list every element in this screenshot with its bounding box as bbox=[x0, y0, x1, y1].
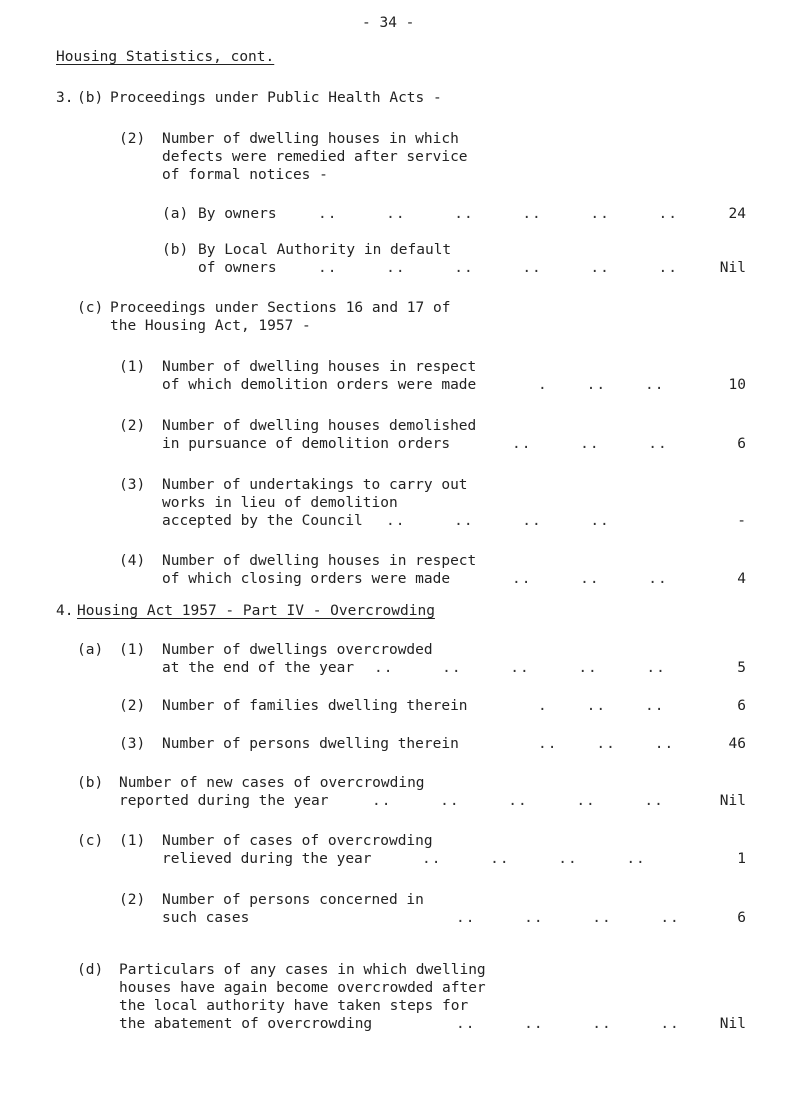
s4c-label: (c) bbox=[77, 833, 104, 849]
leader-dots: .. .. .. .. bbox=[422, 851, 646, 867]
s4a-3-value: 46 bbox=[728, 736, 746, 752]
s3c-4-line1: Number of dwelling houses in respect bbox=[162, 553, 477, 569]
leader-dots: .. .. .. .. .. .. bbox=[318, 260, 679, 276]
s3b-2b-label: (b) bbox=[162, 242, 189, 258]
leader-dots: .. .. .. .. .. bbox=[374, 660, 666, 676]
s3c-2-line2: in pursuance of demolition orders bbox=[162, 436, 451, 452]
s4c-2-value: 6 bbox=[737, 910, 746, 926]
s3c-3-line1: Number of undertakings to carry out bbox=[162, 477, 468, 493]
s4d-label: (d) bbox=[77, 962, 104, 978]
s3b-2-label: (2) bbox=[119, 131, 146, 147]
s3c-2-value: 6 bbox=[737, 436, 746, 452]
leader-dots: .. .. .. .. bbox=[456, 1016, 680, 1032]
s3c-line1: Proceedings under Sections 16 and 17 of bbox=[110, 300, 451, 316]
s4c-1-label: (1) bbox=[119, 833, 146, 849]
s4a-2-label: (2) bbox=[119, 698, 146, 714]
s3b-2-line3: of formal notices - bbox=[162, 167, 328, 183]
s3c-1-line1: Number of dwelling houses in respect bbox=[162, 359, 477, 375]
leader-dots: . .. .. bbox=[538, 698, 665, 714]
leader-dots: .. .. .. .. bbox=[456, 910, 680, 926]
s3c-3-value: - bbox=[737, 513, 746, 529]
leader-dots: .. .. .. .. bbox=[386, 513, 610, 529]
s4a-1-label: (1) bbox=[119, 642, 146, 658]
s3b-2b-value: Nil bbox=[719, 260, 746, 276]
s4b-label: (b) bbox=[77, 775, 104, 791]
s4c-2-line2: such cases bbox=[162, 910, 250, 926]
s4d-line3: the local authority have taken steps for bbox=[119, 998, 469, 1014]
s3c-4-value: 4 bbox=[737, 571, 746, 587]
s4d-value: Nil bbox=[719, 1016, 746, 1032]
s4a-1-line2: at the end of the year bbox=[162, 660, 355, 676]
s3c-3-label: (3) bbox=[119, 477, 146, 493]
s4a-label: (a) bbox=[77, 642, 104, 658]
s4a-2-line1: Number of families dwelling therein bbox=[162, 698, 468, 714]
s3b-2a-value: 24 bbox=[728, 206, 746, 222]
s4d-line2: houses have again become overcrowded after bbox=[119, 980, 486, 996]
s4a-2-value: 6 bbox=[737, 698, 746, 714]
s3b-2b-line2: of owners bbox=[198, 260, 277, 276]
s3c-1-value: 10 bbox=[728, 377, 746, 393]
s4d-line1: Particulars of any cases in which dwelling bbox=[119, 962, 486, 978]
leader-dots: .. .. .. bbox=[538, 736, 675, 752]
running-header: Housing Statistics, cont. bbox=[56, 49, 275, 65]
s4a-3-line1: Number of persons dwelling therein bbox=[162, 736, 459, 752]
leader-dots: .. .. .. .. .. .. bbox=[318, 206, 679, 222]
s4c-2-line1: Number of persons concerned in bbox=[162, 892, 424, 908]
s4-title: Housing Act 1957 - Part IV - Overcrowding bbox=[77, 603, 435, 619]
page-number: - 34 - bbox=[362, 15, 415, 31]
s3b-title: Proceedings under Public Health Acts - bbox=[110, 90, 442, 106]
s3c-2-line1: Number of dwelling houses demolished bbox=[162, 418, 477, 434]
s3b-label: (b) bbox=[77, 90, 104, 106]
s4a-1-value: 5 bbox=[737, 660, 746, 676]
s4b-line2: reported during the year bbox=[119, 793, 329, 809]
s3b-2-line1: Number of dwelling houses in which bbox=[162, 131, 459, 147]
s3c-1-line2: of which demolition orders were made bbox=[162, 377, 477, 393]
s4c-2-label: (2) bbox=[119, 892, 146, 908]
s4c-1-line2: relieved during the year bbox=[162, 851, 372, 867]
leader-dots: .. .. .. bbox=[512, 571, 668, 587]
s4c-1-line1: Number of cases of overcrowding bbox=[162, 833, 433, 849]
s4b-value: Nil bbox=[719, 793, 746, 809]
s3c-line2: the Housing Act, 1957 - bbox=[110, 318, 311, 334]
s3c-1-label: (1) bbox=[119, 359, 146, 375]
s3c-3-line2: works in lieu of demolition bbox=[162, 495, 398, 511]
s4c-1-value: 1 bbox=[737, 851, 746, 867]
s3c-3-line3: accepted by the Council bbox=[162, 513, 363, 529]
s4b-line1: Number of new cases of overcrowding bbox=[119, 775, 425, 791]
section-number-4: 4. bbox=[56, 603, 74, 619]
s4a-3-label: (3) bbox=[119, 736, 146, 752]
s3c-2-label: (2) bbox=[119, 418, 146, 434]
s3b-2a-text: By owners bbox=[198, 206, 277, 222]
s3b-2-line2: defects were remedied after service bbox=[162, 149, 468, 165]
leader-dots: .. .. .. bbox=[512, 436, 668, 452]
s3c-4-line2: of which closing orders were made bbox=[162, 571, 451, 587]
s4d-line4: the abatement of overcrowding bbox=[119, 1016, 373, 1032]
s3b-2a-label: (a) bbox=[162, 206, 189, 222]
section-number-3: 3. bbox=[56, 90, 74, 106]
s3c-label: (c) bbox=[77, 300, 104, 316]
leader-dots: . .. .. bbox=[538, 377, 665, 393]
leader-dots: .. .. .. .. .. bbox=[372, 793, 664, 809]
s3c-4-label: (4) bbox=[119, 553, 146, 569]
s4a-1-line1: Number of dwellings overcrowded bbox=[162, 642, 433, 658]
s3b-2b-line1: By Local Authority in default bbox=[198, 242, 452, 258]
